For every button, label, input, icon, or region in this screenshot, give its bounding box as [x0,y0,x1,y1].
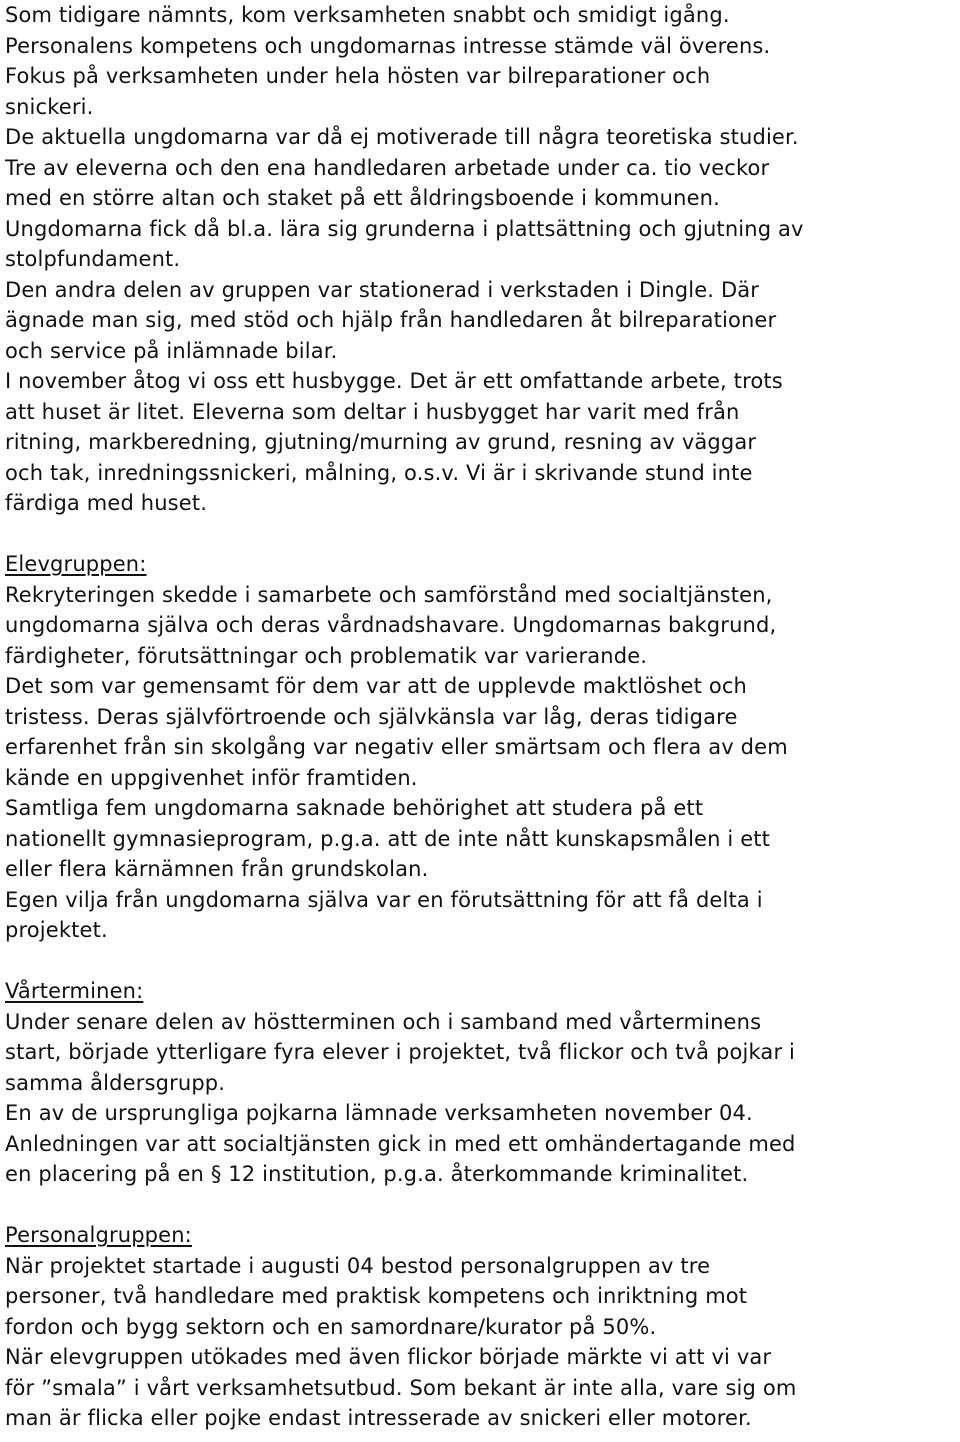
document-page [5,0,957,1434]
text-line: fordon och bygg sektorn och en samordnare/kurator på 50%. [5,1314,657,1339]
paragraph-gap [5,1190,957,1221]
paragraph-gap [5,519,957,550]
intro-paragraphs [5,0,957,519]
text-line: ritning, markberedning, gjutning/murning av grund, resning av väggar [5,430,757,454]
text-line: Fokus på verksamheten under hela hösten var bilreparationer och [5,64,711,88]
text-line: Egen vilja från ungdomarna själva var en förutsättning för att få delta i [5,887,763,912]
text-line: färdigheter, förutsättningar och problematik var varierande. [5,643,648,668]
text-line: En av de ursprungliga pojkarna lämnade verksamheten november 04. [5,1101,753,1125]
text-line: Ungdomarna fick då bl.a. lära sig grunderna i plattsättning och gjutning av [5,216,804,241]
text-line: för ”smala” i vårt verksamhetsutbud. Som bekant är inte alla, vare sig om [5,1375,797,1400]
text-line: och tak, inredningssnickeri, målning, o.s.v. Vi är i skrivande stund inte [5,460,753,485]
text-line: färdiga med huset. [5,491,208,515]
text-line: Det som var gemensamt för dem var att de upplevde maktlöshet och [5,674,747,698]
text-line: Som tidigare nämnts, kom verksamheten snabbt och smidigt igång. [5,3,730,27]
text-line: När projektet startade i augusti 04 bestod personalgruppen av tre [5,1253,711,1278]
text-line: med en större altan och staket på ett åldringsboende i kommunen. [5,186,720,210]
text-line: nationellt gymnasieprogram, p.g.a. att de inte nått kunskapsmålen i ett [5,826,771,851]
text-line: en placering på en § 12 institution, p.g.a. återkommande kriminalitet. [5,1162,749,1186]
text-line: och service på inlämnade bilar. [5,338,338,363]
text-line: start, började ytterligare fyra elever i projektet, två flickor och två pojkar i [5,1040,796,1064]
text-line: Den andra delen av gruppen var stationerad i verkstaden i Dingle. Där [5,277,760,302]
text-line: De aktuella ungdomarna var då ej motiverade till några teoretiska studier. [5,125,799,149]
text-line: samma åldersgrupp. [5,1070,226,1095]
section-heading: Vårterminen: [5,979,144,1003]
section-heading: Personalgruppen: [5,1223,192,1247]
text-line: Samtliga fem ungdomarna saknade behörighet att studera på ett [5,796,704,820]
text-line: man är flicka eller pojke endast intresserade av snickeri eller motorer. [5,1406,752,1430]
text-line: att huset är litet. Eleverna som deltar i husbygget har varit med från [5,399,740,424]
text-line: När elevgruppen utökades med även flickor började märkte vi att vi var [5,1345,772,1369]
text-line: kände en uppgivenhet inför framtiden. [5,765,418,790]
text-line: I november åtog vi oss ett husbygge. Det är ett omfattande arbete, trots [5,369,783,393]
section-heading: Elevgruppen: [5,552,147,576]
section-personalgruppen [5,1220,957,1434]
text-line: ägnade man sig, med stöd och hjälp från handledaren åt bilreparationer [5,308,777,332]
text-line: eller flera kärnämnen från grundskolan. [5,857,429,881]
text-line: erfarenhet från sin skolgång var negativ eller smärtsam och flera av dem [5,735,788,759]
text-line: Personalens kompetens och ungdomarnas intresse stämde väl överens. [5,33,771,58]
text-line: personer, två handledare med praktisk kompetens och inriktning mot [5,1284,748,1308]
text-line: ungdomarna själva och deras vårdnadshavare. Ungdomarnas bakgrund, [5,613,777,637]
text-line: Rekryteringen skedde i samarbete och samförstånd med socialtjänsten, [5,582,773,607]
section-elevgruppen [5,549,957,946]
section-varterminen [5,976,957,1190]
text-line: Under senare delen av höstterminen och i samband med vårterminens [5,1009,762,1034]
paragraph-gap [5,946,957,977]
text-line: snickeri. [5,94,94,119]
text-line: Anledningen var att socialtjänsten gick in med ett omhändertagande med [5,1131,796,1156]
text-line: projektet. [5,918,108,942]
text-line: stolpfundament. [5,247,181,271]
text-line: tristess. Deras självförtroende och självkänsla var låg, deras tidigare [5,704,738,729]
text-line: Tre av eleverna och den ena handledaren arbetade under ca. tio veckor [5,155,770,180]
